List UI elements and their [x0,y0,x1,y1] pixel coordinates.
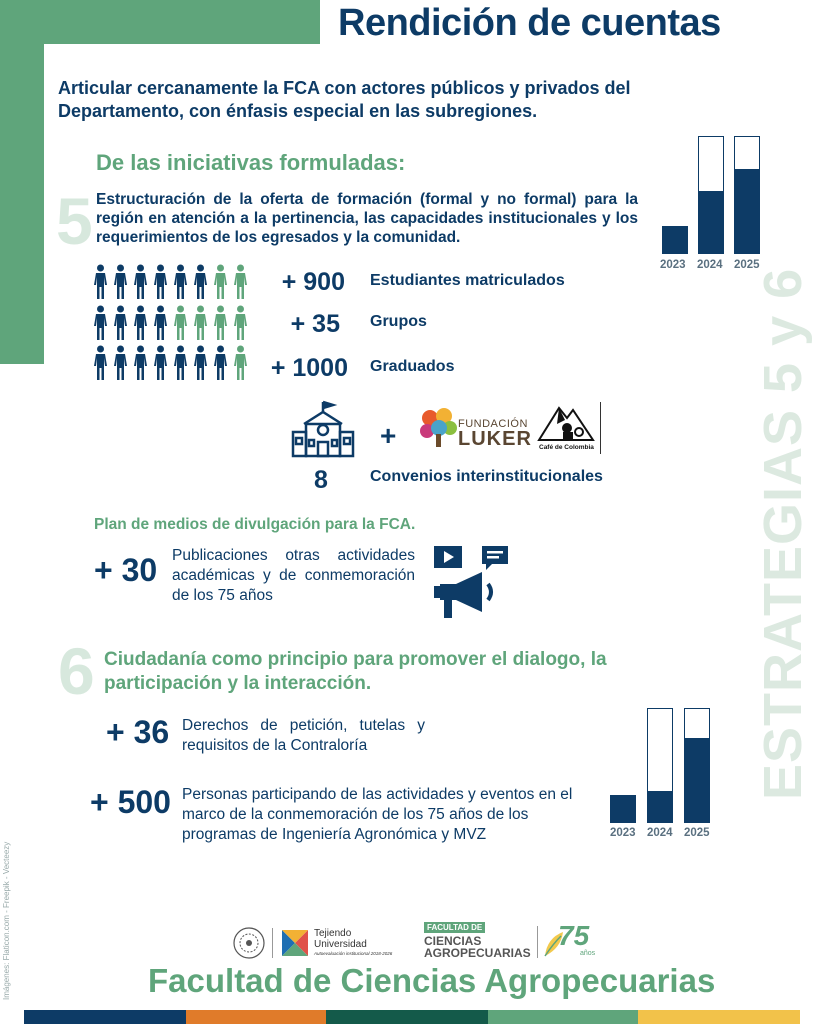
person-icon [152,305,169,341]
section6-value-personas: + 500 [90,784,171,820]
stripe-navy [24,1010,186,1024]
chart2-col-2023 [610,708,636,823]
section6-number: 6 [58,634,95,708]
chart1-target-2025 [734,136,760,170]
stat-label-matriculados: Estudiantes matriculados [370,272,565,289]
intro-text: Articular cercanamente la FCA con actores públicos y privados del Departamento, con énfasis especial en las subregiones. [58,78,631,121]
medios-label: Publicaciones otras actividades académicas y de conmemoración de los 75 años [172,547,415,604]
person-icon [192,264,209,300]
logo-divider [600,402,601,454]
person-icon [132,264,149,300]
anniversary-number: 75 [558,920,590,951]
stat-value-grupos: + 35 [290,310,340,338]
logo-separator-2 [537,926,538,958]
medios-value: + 30 [94,552,158,588]
chart1-bar-2023 [662,226,688,254]
fca-logo-line2: AGROPECUARIAS [424,946,531,960]
people-row-graduados [92,345,249,381]
convenios-label: Convenios interinstitucionales [370,468,603,485]
section5-bar-chart [660,134,770,254]
section6-bar-chart [610,708,720,823]
person-icon [112,264,129,300]
stripe-orange [186,1010,326,1024]
stripe-yellow [638,1010,800,1024]
section6-label-derechos: Derechos de petición, tutelas y requisitos de la Contraloría [182,717,425,754]
person-icon [172,264,189,300]
chart2-col-2025 [684,708,710,823]
person-icon [192,345,209,381]
person-icon [212,305,229,341]
image-credit: Imágenes: Flaticon.com - Freepik - Vecteezy [2,841,11,1000]
person-icon [132,345,149,381]
luker-logo-line1: FUNDACIÓN [458,418,528,430]
section5-heading: De las iniciativas formuladas: [96,150,406,175]
stat-value-matriculados: + 900 [281,268,345,296]
person-icon [192,305,209,341]
cafe-logo-text: Café de Colombia [539,444,594,451]
convenios-value: 8 [314,466,328,494]
person-icon [132,305,149,341]
chart1-label-2024: 2024 [697,259,723,271]
person-icon [152,264,169,300]
tejiendo-logo-subtitle: Autoevaluación institucional 2018-2026 [314,951,393,956]
medios-heading: Plan de medios de divulgación para la FCA. [94,516,416,533]
person-icon [92,264,109,300]
chart1-label-2023: 2023 [660,259,686,271]
university-seal-icon [232,926,266,960]
section5-number: 5 [56,184,93,258]
header-green-block [0,0,320,44]
cafe-de-colombia-logo-icon [537,402,595,446]
chart2-bar-2025 [684,738,710,823]
person-icon [172,305,189,341]
section5-description: Estructuración de la oferta de formación (formal y no formal) para la región en atención a la pertinencia, las capacidades institucionales y los requerimientos de los egresados y la comunidad. [96,191,638,246]
side-green-bar [0,44,44,364]
strategies-vertical-label: ESTRATEGIAS 5 y 6 [753,267,813,800]
section6-value-derechos: + 36 [106,714,170,750]
person-icon [92,305,109,341]
person-icon [92,345,109,381]
tejiendo-logo-line1: Tejiendo [314,928,352,939]
person-icon [232,264,249,300]
person-icon [112,345,129,381]
logo-separator-1 [272,928,273,958]
chart2-target-2024 [647,708,673,792]
chart1-col-2023 [662,134,688,254]
section6-heading: Ciudadanía como principio para promover el dialogo, la participación y la interacción. [104,649,607,694]
person-icon [232,305,249,341]
stripe-dark-green [326,1010,488,1024]
stat-label-graduados: Graduados [370,358,455,375]
person-icon [152,345,169,381]
school-building-icon [290,400,356,458]
section6-label-personas: Personas participando de las actividades y eventos en el marco de la conmemoración de los 75 años de los programas de Ingeniería Agronómica y MVZ [182,786,573,843]
chart1-target-2024 [698,136,724,192]
person-icon [172,345,189,381]
person-icon [112,305,129,341]
chart1-col-2025 [734,134,760,254]
person-icon [212,345,229,381]
luker-tree-logo-icon [418,406,458,448]
convenios-plus: + [380,420,397,451]
fca-logo-line1: CIENCIAS [424,934,482,948]
luker-logo-line2: LUKER [458,428,532,450]
tejiendo-logo-line2: Universidad [314,939,367,950]
chart1-bar-2024 [698,191,724,254]
anniversary-sub: años [580,950,596,957]
fca-logo-tag: FACULTAD DE [424,922,485,933]
people-row-matriculados [92,264,249,300]
chart1-bar-2025 [734,169,760,254]
chart2-label-2025: 2025 [684,827,710,839]
person-icon [212,264,229,300]
media-megaphone-icon [430,542,510,620]
people-row-grupos [92,305,249,341]
chart2-label-2023: 2023 [610,827,636,839]
chart2-col-2024 [647,708,673,823]
chart2-label-2024: 2024 [647,827,673,839]
tejiendo-universidad-logo-icon [280,928,310,958]
stripe-green [488,1010,638,1024]
chart2-bar-2023 [610,795,636,823]
stat-label-grupos: Grupos [370,313,427,330]
footer-title: Facultad de Ciencias Agropecuarias [148,962,716,999]
stat-value-graduados: + 1000 [270,354,348,382]
chart2-target-2025 [684,708,710,739]
person-icon [232,345,249,381]
page-title: Rendición de cuentas [338,2,721,44]
chart2-bar-2024 [647,791,673,823]
chart1-col-2024 [698,134,724,254]
chart1-label-2025: 2025 [734,259,760,271]
